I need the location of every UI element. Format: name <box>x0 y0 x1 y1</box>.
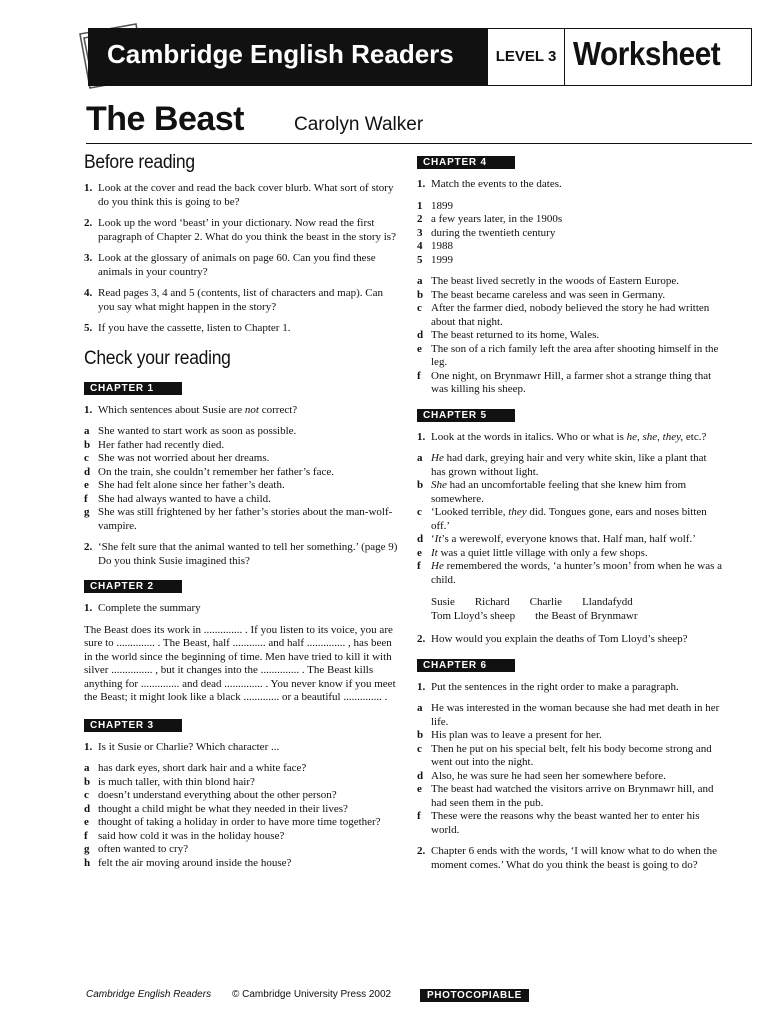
item-number: 2. <box>417 845 426 857</box>
item-text: The beast became careless and was seen in Germany. <box>431 288 666 301</box>
name-option: Llandafydd <box>582 596 633 608</box>
item-letter: h <box>84 856 91 869</box>
item-text: She was not worried about her dreams. <box>98 452 270 464</box>
option-item <box>84 789 398 803</box>
option-item <box>417 743 723 770</box>
option-item <box>84 479 398 493</box>
item-text: She had always wanted to have a child. <box>98 492 271 505</box>
item-number: 4. <box>84 287 93 299</box>
left-column <box>84 152 398 878</box>
chapter-5-options <box>417 452 723 587</box>
item-number: 1. <box>84 403 93 416</box>
item-letter: c <box>417 506 422 518</box>
before-reading-list <box>84 182 398 336</box>
header-bar <box>88 28 752 86</box>
text-part: Which sentences about Susie are <box>98 403 245 416</box>
item-letter: c <box>84 452 89 464</box>
option-item <box>84 425 398 439</box>
chapter-1-label: CHAPTER 1 <box>84 382 182 395</box>
item-letter: g <box>84 843 90 855</box>
item-text: One night, on Brynmawr Hill, a farmer shot a strange thing that was killing his sheep. <box>431 369 712 395</box>
question <box>417 633 723 647</box>
item-text: doesn’t understand everything about the other person? <box>98 789 337 801</box>
item-letter: f <box>417 810 421 822</box>
book-title: The Beast <box>86 100 244 138</box>
item-text: thought a child might be what they needed in their lives? <box>98 802 348 815</box>
question <box>417 178 723 192</box>
italic-word: they <box>508 506 527 518</box>
option-item <box>84 843 398 857</box>
event-item <box>417 289 723 303</box>
italic-word: not <box>244 403 259 416</box>
level-label: LEVEL 3 <box>487 29 565 85</box>
chapter-1-options <box>84 425 398 533</box>
item-letter: b <box>417 729 424 741</box>
chapter-6-options <box>417 702 723 837</box>
item-letter: e <box>84 479 89 491</box>
option-item <box>417 702 723 729</box>
list-item <box>84 217 398 244</box>
item-letter: b <box>84 438 91 451</box>
date-item <box>417 200 723 214</box>
summary-gap-fill: The Beast does its work in .............. . If you listen to its voice, you are sure to .............. . The Beast, half ............ and half .............. , has been in the world since the beginning of time. Men have tried to kill it with silver ............... , but it changes into the .............. . The Beast kills anything for .............. and dead .............. . You never know if you meet the Beast; it might look like a black ............. or a beautiful .............. . <box>84 623 396 703</box>
item-letter: d <box>84 802 91 815</box>
item-text: She wanted to start work as soon as possible. <box>98 425 297 437</box>
item-text: Her father had recently died. <box>98 438 225 451</box>
series-title: Cambridge English Readers <box>107 39 454 69</box>
date-item <box>417 240 723 254</box>
list-item <box>84 182 398 209</box>
list-item <box>84 252 398 279</box>
item-letter: b <box>417 288 424 301</box>
item-text: 1988 <box>431 240 453 252</box>
italic-word: He <box>431 452 444 464</box>
item-text: The son of a rich family left the area after shooting himself in the leg. <box>431 342 719 368</box>
item-number: 2. <box>417 633 426 645</box>
book-author: Carolyn Walker <box>294 114 424 135</box>
item-number: 1. <box>84 182 93 194</box>
item-letter: f <box>84 492 88 505</box>
question <box>417 681 723 695</box>
question <box>84 541 398 568</box>
chapter-3-label: CHAPTER 3 <box>84 719 182 732</box>
italic-word: It <box>434 533 442 545</box>
option-item <box>84 762 398 776</box>
question-text: Is it Susie or Charlie? Which character ... <box>98 740 280 753</box>
item-text: 1899 <box>431 199 453 212</box>
item-letter: d <box>417 533 424 545</box>
item-text: ‘Looked terrible, they did. Tongues gone, ears and noses bitten off.’ <box>431 506 707 532</box>
item-letter: e <box>84 816 89 828</box>
item-text: often wanted to cry? <box>98 843 189 855</box>
title-divider <box>86 143 752 144</box>
question-text <box>98 404 297 418</box>
item-text: The beast had watched the visitors arrive on Brynmawr hill, and had seen them in the pub. <box>431 783 714 809</box>
chapter-2-label: CHAPTER 2 <box>84 580 182 593</box>
item-letter: e <box>417 342 422 355</box>
item-number: 3. <box>84 252 93 264</box>
item-text: ‘It’s a werewolf, everyone knows that. Half man, half wolf.’ <box>431 533 696 545</box>
item-letter: f <box>417 560 421 572</box>
italic-word: he, she, they, <box>626 430 684 443</box>
option-item <box>84 803 398 817</box>
item-letter: e <box>417 546 422 559</box>
item-number: 1. <box>417 680 426 693</box>
item-text: It was a quiet little village with only a few shops. <box>431 546 648 559</box>
item-text: Look at the cover and read the back cover blurb. What sort of story do you think this is going to be? <box>98 182 394 208</box>
item-number: 2. <box>84 541 93 553</box>
text-part: etc.? <box>683 430 707 443</box>
option-item <box>84 452 398 466</box>
check-reading-heading: Check your reading <box>84 347 231 369</box>
item-letter: a <box>84 762 90 774</box>
name-option: Susie <box>431 596 455 608</box>
item-text: These were the reasons why the beast wanted her to enter his world. <box>431 810 700 836</box>
chapter-4-dates <box>417 200 723 268</box>
item-text: thought of taking a holiday in order to have more time together? <box>98 816 381 828</box>
item-number: 1. <box>417 178 426 190</box>
item-letter: d <box>417 769 424 782</box>
item-text: Then he put on his special belt, felt his body become strong and went out into the night. <box>431 742 712 768</box>
option-item <box>84 816 398 830</box>
item-text: She had an uncomfortable feeling that she knew him from somewhere. <box>431 479 687 505</box>
before-reading-heading: Before reading <box>84 152 195 173</box>
item-letter: 1 <box>417 199 423 212</box>
question <box>417 431 723 445</box>
question-text: Complete the summary <box>98 602 201 614</box>
item-text: If you have the cassette, listen to Chapter 1. <box>98 322 291 334</box>
name-option: Charlie <box>529 596 563 608</box>
name-option: Richard <box>474 596 510 608</box>
item-letter: c <box>84 789 89 801</box>
option-item <box>84 506 398 533</box>
item-letter: a <box>417 452 423 464</box>
item-number: 1. <box>84 602 93 614</box>
item-text: has dark eyes, short dark hair and a white face? <box>98 762 307 774</box>
item-text: She had felt alone since her father’s death. <box>98 479 285 491</box>
option-item <box>417 479 723 506</box>
item-letter: c <box>417 302 422 314</box>
footer-series: Cambridge English Readers <box>86 989 212 1000</box>
option-item <box>417 506 723 533</box>
chapter-3-options <box>84 762 398 870</box>
question <box>84 741 398 755</box>
item-text: After the farmer died, nobody believed the story he had written about that night. <box>431 302 710 328</box>
option-item <box>417 560 723 587</box>
item-letter: d <box>417 329 424 341</box>
worksheet-label: Worksheet <box>573 35 721 72</box>
item-letter: c <box>417 742 422 755</box>
italic-word: It <box>431 546 438 559</box>
item-text: 1999 <box>431 253 453 266</box>
item-text: said how cold it was in the holiday house? <box>98 829 285 842</box>
item-letter: 2 <box>417 213 423 225</box>
item-text: He remembered the words, ‘a hunter’s moon’ from when he was a child. <box>431 560 722 586</box>
item-text: She was still frightened by her father’s stories about the man-wolf-vampire. <box>98 506 393 532</box>
item-number: 2. <box>84 217 93 229</box>
question <box>84 602 398 616</box>
character-names <box>431 595 723 623</box>
option-item <box>417 452 723 479</box>
names-row <box>431 609 723 623</box>
item-text: Look up the word ‘beast’ in your dictionary. Now read the first paragraph of Chapter 2. What do you think the beast in the story is? <box>98 217 396 243</box>
item-letter: d <box>84 465 91 478</box>
item-text: His plan was to leave a present for her. <box>431 729 602 741</box>
date-item <box>417 227 723 241</box>
italic-word: She <box>431 479 447 491</box>
event-item <box>417 302 723 329</box>
name-option: the Beast of Brynmawr <box>535 610 638 622</box>
item-text: The beast returned to its home, Wales. <box>431 329 600 341</box>
chapter-5-label: CHAPTER 5 <box>417 409 515 422</box>
item-letter: 4 <box>417 240 423 252</box>
chapter-4-events <box>417 275 723 397</box>
option-item <box>84 857 398 871</box>
item-letter: a <box>417 275 423 287</box>
option-item <box>417 729 723 743</box>
item-text: Also, he was sure he had seen her somewhere before. <box>431 769 666 782</box>
question <box>417 845 723 872</box>
event-item <box>417 329 723 343</box>
question-text: Chapter 6 ends with the words, ‘I will know what to do when the moment comes.’ What do you think the beast is going to do? <box>431 845 717 871</box>
option-item <box>417 810 723 837</box>
item-number: 5. <box>84 322 93 334</box>
item-text: during the twentieth century <box>431 226 556 239</box>
item-letter: b <box>84 775 91 788</box>
chapter-4-label: CHAPTER 4 <box>417 156 515 169</box>
date-item <box>417 213 723 227</box>
footer-copyright: © Cambridge University Press 2002 <box>232 989 392 1000</box>
item-text: He was interested in the woman because she had met death in her life. <box>431 702 720 728</box>
option-item <box>84 493 398 507</box>
item-letter: e <box>417 783 422 795</box>
option-item <box>417 783 723 810</box>
event-item <box>417 343 723 370</box>
option-item <box>417 770 723 784</box>
question <box>84 404 398 418</box>
option-item <box>84 439 398 453</box>
item-number: 1. <box>84 740 93 753</box>
item-text: is much taller, with thin blond hair? <box>98 775 255 788</box>
date-item <box>417 254 723 268</box>
list-item <box>84 322 398 336</box>
item-text: a few years later, in the 1900s <box>431 213 563 225</box>
option-item <box>417 533 723 547</box>
item-text: Look at the glossary of animals on page 60. Can you find these animals in your country? <box>98 252 376 278</box>
photocopiable-badge: PHOTOCOPIABLE <box>420 989 529 1002</box>
italic-word: He <box>431 560 444 572</box>
text-part: Look at the words in italics. Who or what is <box>431 430 627 443</box>
list-item <box>84 287 398 314</box>
item-text: Read pages 3, 4 and 5 (contents, list of characters and map). Can you say what might happen in the story? <box>98 287 383 313</box>
item-text: The beast lived secretly in the woods of Eastern Europe. <box>431 275 680 287</box>
item-letter: 5 <box>417 253 423 266</box>
question-text: ‘She felt sure that the animal wanted to tell her something.’ (page 9) Do you think Susie imagined this? <box>98 541 398 567</box>
option-item <box>417 547 723 561</box>
item-letter: a <box>84 425 90 437</box>
names-row <box>431 595 723 609</box>
item-text: He had dark, greying hair and very white skin, like a plant that has grown without light. <box>431 452 707 478</box>
question-text: Put the sentences in the right order to make a paragraph. <box>431 680 679 693</box>
item-letter: 3 <box>417 226 423 239</box>
option-item <box>84 830 398 844</box>
event-item <box>417 275 723 289</box>
option-item <box>84 466 398 480</box>
item-letter: g <box>84 506 90 518</box>
item-text: felt the air moving around inside the house? <box>98 856 292 869</box>
item-letter: b <box>417 479 424 491</box>
text-part: correct? <box>258 403 298 416</box>
option-item <box>84 776 398 790</box>
right-column <box>417 152 723 880</box>
event-item <box>417 370 723 397</box>
question-text <box>431 431 706 445</box>
chapter-6-label: CHAPTER 6 <box>417 659 515 672</box>
item-text: On the train, she couldn’t remember her father’s face. <box>98 465 334 478</box>
name-option: Tom Lloyd’s sheep <box>431 610 516 622</box>
item-letter: a <box>417 702 423 714</box>
item-letter: f <box>417 369 421 382</box>
item-number: 1. <box>417 430 426 443</box>
question-text: How would you explain the deaths of Tom Lloyd’s sheep? <box>431 633 688 645</box>
question-text: Match the events to the dates. <box>431 178 562 190</box>
item-letter: f <box>84 829 88 842</box>
